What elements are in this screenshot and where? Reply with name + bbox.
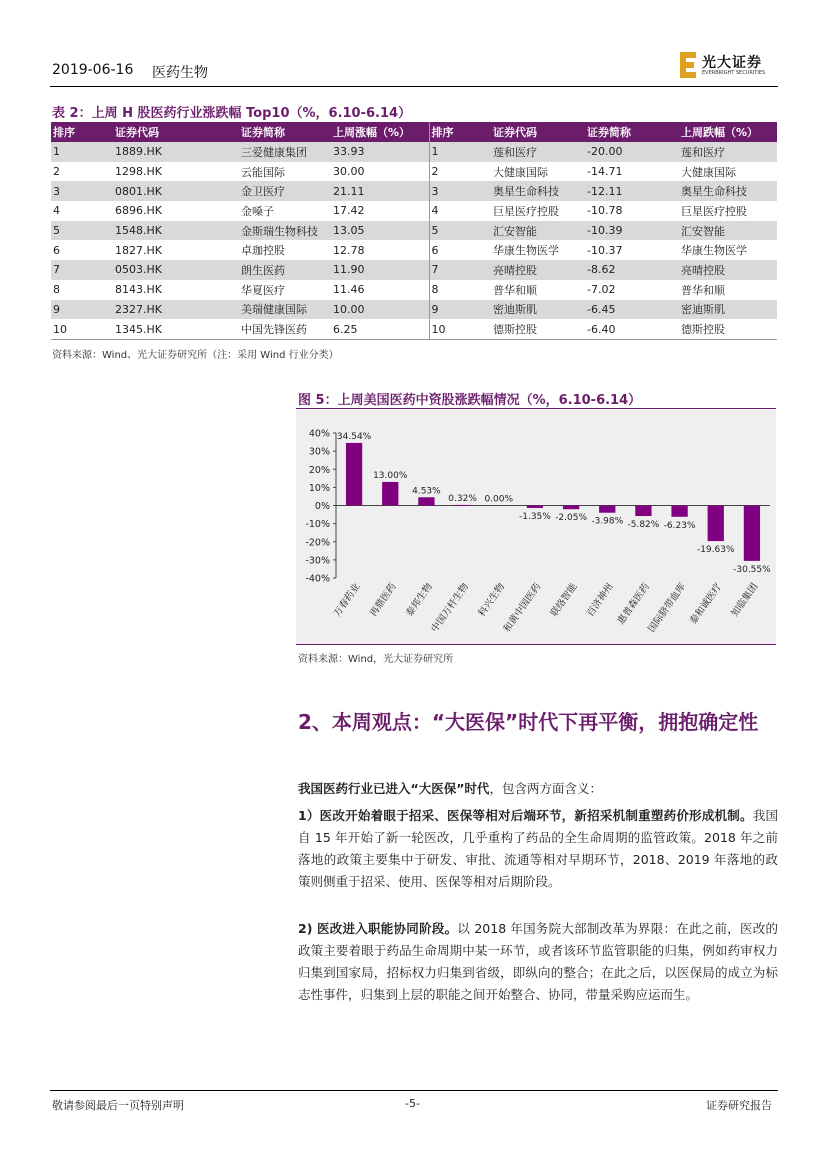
footer-divider [50, 1090, 778, 1091]
table-cell: 9 [429, 300, 491, 320]
table-row [51, 319, 777, 339]
table-cell: 1827.HK [115, 243, 162, 257]
table-cell: 卓珈控股 [241, 244, 285, 258]
table-row [51, 162, 777, 182]
page-number: -5- [405, 1097, 420, 1110]
footer-report-type: 证券研究报告 [706, 1099, 772, 1112]
table-cell: -6.40 [585, 319, 679, 339]
table-cell: 云能国际 [241, 165, 285, 179]
table2-source: 资料来源：Wind、光大证券研究所（注：采用 Wind 行业分类） [52, 350, 339, 361]
table-cell: 大健康国际 [493, 165, 548, 179]
table-cell: 华夏医疗 [241, 283, 285, 297]
category-label: 科兴生物 [476, 581, 508, 619]
figure5-title: 图 5：上周美国医药中资股涨跌幅情况（%，6.10-6.14） [298, 393, 642, 408]
table-cell: 朗生医药 [239, 260, 331, 280]
table-cell: 8 [429, 280, 491, 300]
data-label: 4.53% [412, 486, 441, 497]
y-tick-label: 20% [308, 464, 330, 476]
table-cell: 华康生物医学 [493, 244, 559, 258]
category-label: 知临集团 [729, 581, 761, 619]
column-header: 排序 [429, 122, 491, 142]
table-cell: 金斯瑞生物科技 [239, 221, 331, 241]
table-cell: 1298.HK [115, 165, 162, 179]
paragraph-2 [298, 918, 778, 1006]
logo-icon [680, 52, 698, 78]
table-cell: 德斯控股 [679, 319, 777, 339]
table-cell: 10 [51, 319, 113, 339]
category-label: 泰邦生物 [404, 581, 435, 619]
table-cell: -14.71 [587, 165, 623, 179]
logo-name: 光大证券 [702, 55, 762, 71]
table-cell: 大健康国际 [681, 165, 736, 179]
table-cell: 6 [429, 240, 491, 260]
table-cell: 2327.HK [113, 300, 239, 320]
data-label: -1.35% [518, 511, 551, 522]
category-label: 再鼎医药 [367, 581, 399, 619]
header-divider [50, 86, 778, 87]
y-tick-label: -10% [305, 519, 330, 531]
y-tick-label: 0% [314, 501, 330, 512]
table-header-row [51, 122, 777, 142]
logo-subtitle: EVERBRIGHT SECURITIES [702, 70, 766, 76]
table-row [51, 181, 777, 201]
us-pharma-bar-chart [296, 410, 776, 644]
table-cell: 1548.HK [113, 221, 239, 241]
table-cell: 汇安智能 [679, 221, 777, 241]
table-cell: 德斯控股 [491, 319, 585, 339]
data-label: 0.00% [484, 494, 514, 505]
table-cell: 莲和医疗 [491, 142, 585, 162]
table-cell: 密迪斯肌 [491, 300, 585, 320]
table-cell: 17.42 [333, 204, 365, 218]
data-label: -5.82% [627, 520, 660, 531]
data-label: -30.55% [733, 564, 771, 575]
table-cell: 2 [53, 165, 60, 179]
table-cell: 6896.HK [115, 204, 162, 218]
table-cell: 奥星生命科技 [679, 181, 777, 201]
table-cell: 6.25 [331, 319, 429, 339]
data-label: 0.32% [448, 493, 477, 504]
intro-bold: 我国医药行业已进入“大医保”时代 [298, 781, 490, 796]
figure-bottom-rule [296, 644, 776, 645]
table-cell: 密迪斯肌 [679, 300, 777, 320]
data-label: -3.98% [591, 516, 624, 527]
table-cell: -10.37 [587, 243, 623, 257]
paragraph-2-lead: 2) 医改进入职能协同阶段。 [298, 921, 458, 936]
table-row [51, 142, 777, 162]
paragraph-1 [298, 805, 778, 893]
table-cell: 普华和顺 [493, 283, 537, 297]
table-cell: 亮晴控股 [679, 260, 777, 280]
table-cell: 4 [429, 201, 491, 221]
table-row [51, 260, 777, 280]
bar [418, 497, 434, 505]
column-header: 证券代码 [113, 122, 239, 142]
bar [346, 443, 362, 506]
table-cell: 12.78 [333, 243, 365, 257]
category-label: 万春药业 [331, 581, 363, 619]
section-title: 2、本周观点：“大医保”时代下再平衡，拥抱确定性 [298, 710, 759, 734]
table-cell: 三爱健康集团 [239, 142, 331, 162]
table-cell: 2 [429, 162, 491, 182]
bar [599, 506, 615, 513]
table-cell: 11.46 [333, 283, 365, 297]
table-cell: 1889.HK [113, 142, 239, 162]
figure5-source: 资料来源：Wind，光大证券研究所 [298, 654, 454, 665]
footer-disclaimer: 敬请参阅最后一页特别声明 [52, 1099, 184, 1112]
table-cell: 3 [429, 181, 491, 201]
bar [454, 505, 470, 506]
y-tick-label: 10% [308, 482, 330, 494]
table-cell: 7 [429, 260, 491, 280]
table-cell: 汇安智能 [491, 221, 585, 241]
column-header: 排序 [51, 122, 113, 142]
y-tick-label: -30% [305, 555, 330, 567]
paragraph-1-body: 我国自 15 年开始了新一轮医改，几乎重构了药品的全生命周期的监管政策。2018 年之前落地的政策主要集中于研发、审批、流通等相对早期环节，2018、2019 年落地的政策则侧重于招采、使用、医保等相对后期阶段。 [298, 808, 778, 889]
table-cell: 亮晴控股 [491, 260, 585, 280]
data-label: 34.54% [336, 431, 372, 442]
table-cell: -12.11 [585, 181, 679, 201]
table-cell: -6.45 [585, 300, 679, 320]
report-date: 2019-06-16 [52, 62, 134, 78]
table-cell: 1345.HK [113, 319, 239, 339]
table-row [51, 221, 777, 241]
paragraph-1-lead: 1）医改开始着眼于招采、医保等相对后端环节，新招采机制重塑药价形成机制。 [298, 808, 753, 823]
table-cell: 1 [51, 142, 113, 162]
report-sector: 医药生物 [152, 65, 208, 81]
table-cell: 10.00 [331, 300, 429, 320]
category-label: 中国万杆生物 [429, 581, 472, 635]
figure-top-rule [296, 408, 776, 409]
table-cell: -8.62 [585, 260, 679, 280]
category-label: 联络智能 [548, 581, 580, 619]
data-label: -6.23% [663, 520, 696, 531]
table-cell: 8143.HK [115, 283, 162, 297]
bar [382, 482, 398, 506]
company-logo [680, 52, 780, 82]
data-label: 13.00% [373, 470, 408, 481]
bar [708, 506, 724, 542]
table-cell: 普华和顺 [681, 283, 725, 297]
table-cell: 11.90 [331, 260, 429, 280]
table-cell: 中国先锋医药 [239, 319, 331, 339]
table-cell: -10.78 [587, 204, 623, 218]
table-cell: 0801.HK [113, 181, 239, 201]
h-share-top10-table [51, 122, 777, 340]
intro-paragraph [298, 778, 778, 799]
bar [744, 506, 760, 561]
category-label: 国际脐带血库 [646, 581, 689, 635]
table-cell: 3 [51, 181, 113, 201]
table-cell: 13.05 [331, 221, 429, 241]
table-cell: 21.11 [331, 181, 429, 201]
category-label: 泰和诚医疗 [687, 581, 725, 627]
column-header: 证券简称 [585, 122, 679, 142]
table-cell: 奥星生命科技 [491, 181, 585, 201]
bar [527, 506, 543, 508]
table-cell: 33.93 [331, 142, 429, 162]
y-tick-label: 40% [308, 428, 330, 440]
table-cell: 4 [53, 204, 60, 218]
intro-rest: ，包含两方面含义： [489, 781, 602, 796]
y-tick-label: -40% [305, 573, 330, 585]
table-cell: 美瑞健康国际 [239, 300, 331, 320]
table-cell: 10 [429, 319, 491, 339]
table-cell: -20.00 [585, 142, 679, 162]
table-cell: 0503.HK [113, 260, 239, 280]
column-header: 证券代码 [491, 122, 585, 142]
table-cell: 华康生物医学 [681, 244, 747, 258]
table-cell: 巨星医疗控股 [681, 204, 747, 218]
table2-title: 表 2：上周 H 股医药行业涨跌幅 Top10（%，6.10-6.14） [52, 106, 412, 121]
table-row [51, 300, 777, 320]
table-cell: 8 [53, 283, 60, 297]
y-tick-label: -20% [305, 537, 330, 549]
category-label: 惠普森医药 [615, 581, 652, 627]
table-cell: 莲和医疗 [679, 142, 777, 162]
bar [671, 506, 687, 517]
column-header: 证券简称 [239, 122, 331, 142]
table-cell: 30.00 [333, 165, 365, 179]
table-cell: -7.02 [587, 283, 616, 297]
y-tick-label: 30% [308, 446, 330, 458]
table-row [51, 240, 777, 260]
bar [563, 506, 579, 510]
table-cell: 7 [51, 260, 113, 280]
table-cell: 5 [429, 221, 491, 241]
bar [635, 506, 651, 517]
table-cell: 金嗓子 [241, 204, 274, 218]
category-label: 和黄中国医药 [501, 581, 544, 635]
table-cell: 巨星医疗控股 [493, 204, 559, 218]
paragraph-2-body: 以 2018 年国务院大部制改革为界限：在此之前，医改的政策主要着眼于药品生命周期中某一环节，或者该环节监管职能的归集，例如药审权力归集到国家局，招标权力归集到省级，即纵向的整合；在此之后，以医保局的成立为标志性事件，归集到上层的职能之间开始整合、协同，带量采购应运而生。 [298, 921, 778, 1002]
data-label: -19.63% [696, 545, 735, 556]
column-header: 上周涨幅（%） [331, 122, 429, 142]
category-label: 百济神州 [584, 581, 616, 619]
table-row [51, 280, 777, 300]
column-header: 上周跌幅（%） [679, 122, 777, 142]
table-cell: 6 [53, 243, 60, 257]
data-label: -2.05% [555, 513, 588, 524]
table-cell: 1 [429, 142, 491, 162]
table-cell: 5 [51, 221, 113, 241]
table-row [51, 201, 777, 221]
table-cell: 金卫医疗 [239, 181, 331, 201]
table-cell: 9 [51, 300, 113, 320]
table-cell: -10.39 [585, 221, 679, 241]
